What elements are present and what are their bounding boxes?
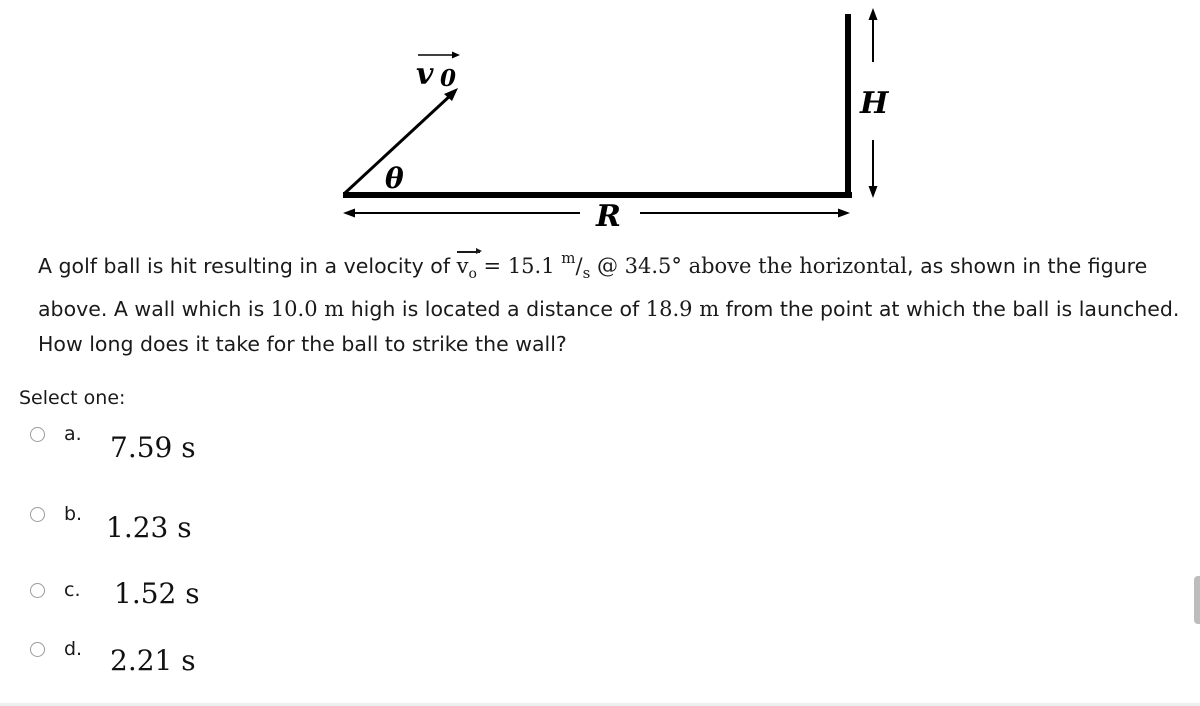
question-part1: A golf ball is hit resulting in a velocity of bbox=[38, 254, 457, 278]
question-text bbox=[38, 243, 1188, 362]
v0-label-arrowhead bbox=[452, 52, 460, 59]
option-d-value: 2.21 s bbox=[110, 644, 196, 677]
option-c-letter: c. bbox=[64, 579, 81, 601]
velocity-unit: $^m/_s$ bbox=[561, 249, 591, 283]
option-d[interactable] bbox=[30, 638, 430, 692]
option-c-value: 1.52 s bbox=[114, 577, 200, 610]
radio-d[interactable] bbox=[30, 642, 45, 657]
range-label: R bbox=[596, 199, 621, 234]
radio-c[interactable] bbox=[30, 583, 45, 598]
height-label: H bbox=[860, 86, 889, 121]
option-a[interactable] bbox=[30, 423, 430, 477]
height-arrow-top bbox=[869, 8, 878, 20]
question-part2: , as shown in the figure above. A wall which is bbox=[38, 254, 1148, 322]
velocity-expression bbox=[456, 249, 908, 283]
velocity-magnitude: = 15.1 bbox=[476, 254, 562, 278]
range-arrow-left bbox=[343, 209, 355, 218]
option-d-letter: d. bbox=[64, 638, 83, 660]
option-a-value: 7.59 s bbox=[110, 431, 196, 464]
angle-label: θ bbox=[385, 162, 404, 195]
question-part3: high is located a distance of bbox=[344, 297, 646, 322]
velocity-direction: @ 34.5° above the horizontal bbox=[590, 254, 908, 278]
velocity-label-sub: 0 bbox=[440, 65, 457, 92]
option-b[interactable] bbox=[30, 503, 430, 557]
radio-b[interactable] bbox=[30, 507, 45, 522]
scrollbar-handle[interactable] bbox=[1194, 576, 1200, 624]
velocity-label: v bbox=[416, 57, 434, 92]
radio-a[interactable] bbox=[30, 427, 45, 442]
select-one-label: Select one: bbox=[19, 387, 126, 409]
range-arrow-right bbox=[838, 209, 850, 218]
option-a-letter: a. bbox=[64, 423, 82, 445]
projectile-diagram bbox=[0, 0, 1200, 236]
option-b-value: 1.23 s bbox=[106, 511, 192, 544]
distance-value: 18.9 m bbox=[645, 297, 720, 322]
question-part4: from the point at which the ball is launched. How long does it take for the ball to strike the wall? bbox=[38, 297, 1180, 357]
wall-height-value: 10.0 m bbox=[270, 297, 345, 322]
velocity-vector-symbol: $v_o$ bbox=[457, 249, 477, 292]
height-arrow-bottom bbox=[869, 186, 878, 198]
option-c[interactable] bbox=[30, 577, 430, 633]
option-b-letter: b. bbox=[64, 503, 83, 525]
